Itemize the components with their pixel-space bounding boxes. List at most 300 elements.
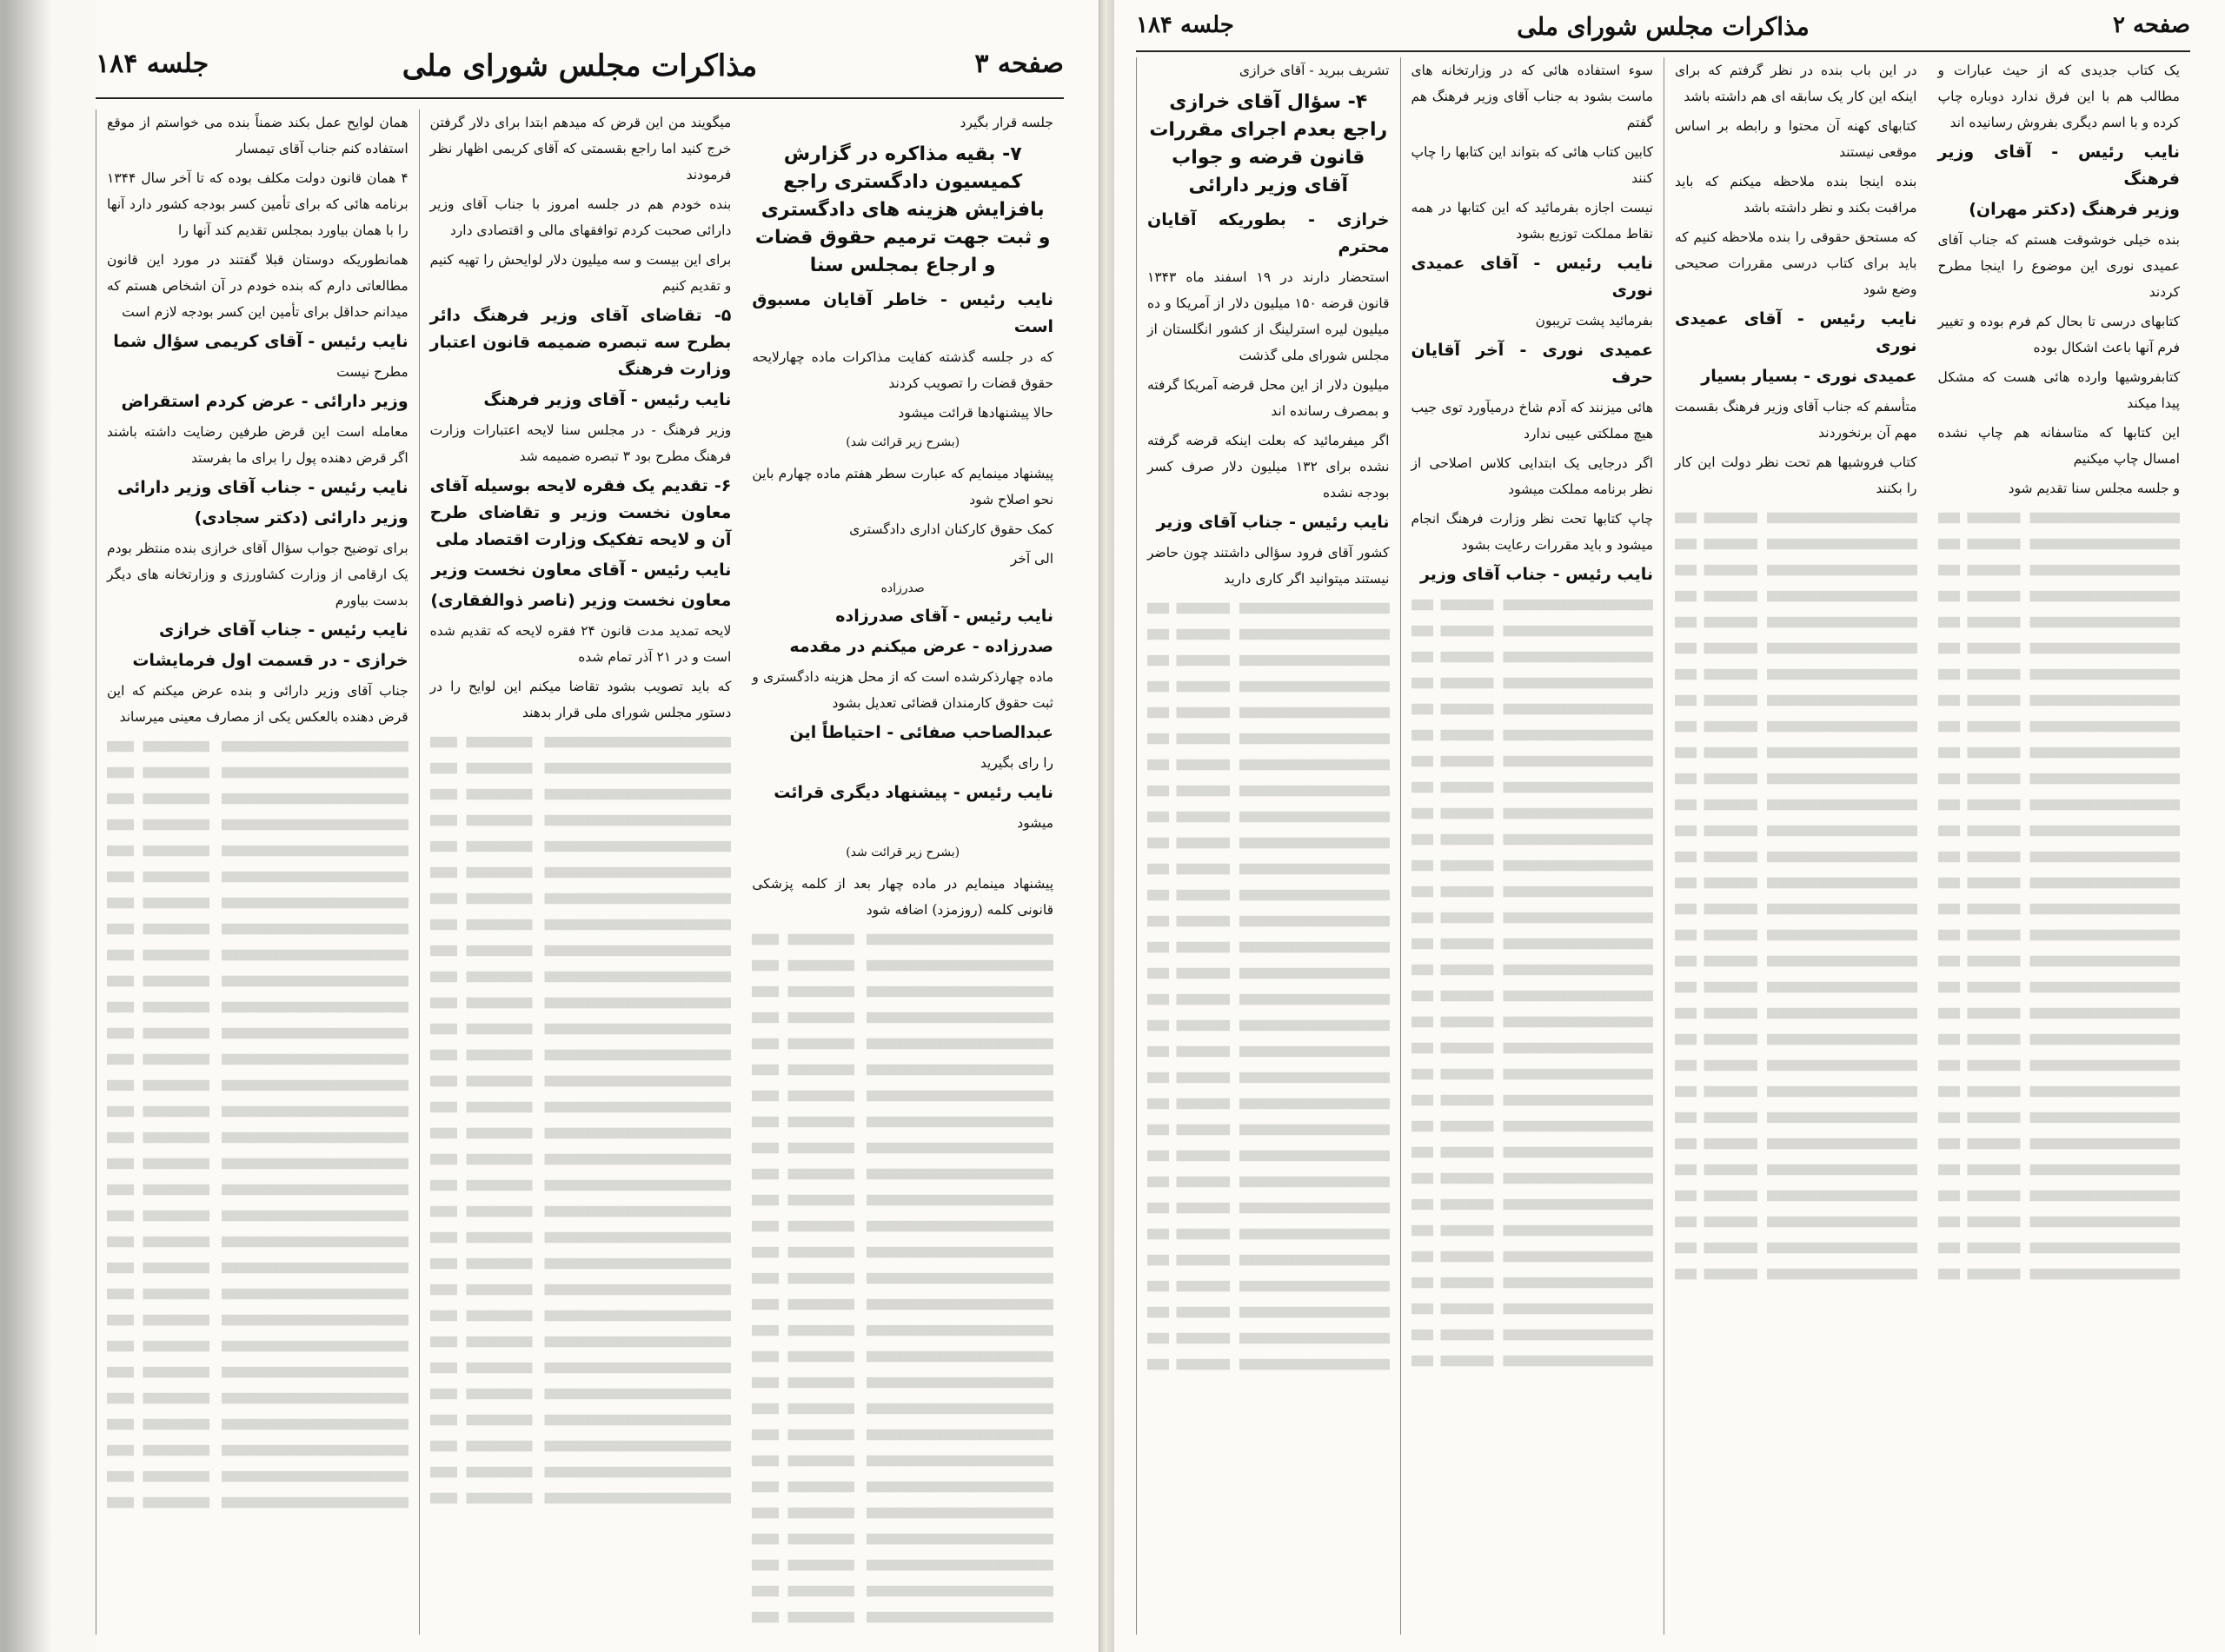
page-number: صفحه ۳ [974,49,1064,79]
scanned-text-line [1147,1281,1390,1292]
scanned-text-line [107,1002,408,1013]
body-paragraph: جلسه قرار بگیرد [960,115,1054,130]
scanned-text-line [430,893,732,905]
scanned-text-line [1675,721,1917,733]
speaker-line: عمیدی نوری - بسیار بسیار [1701,367,1917,386]
scanned-text-line [430,1441,732,1452]
scanned-text-line [752,986,1053,998]
scanned-text-line [1675,695,1917,707]
speaker-paragraph [430,302,732,383]
scanned-text-line [430,945,732,957]
speaker-paragraph [752,603,1053,630]
scanned-text-line [1147,1203,1390,1214]
scanned-text-line [1411,834,1654,846]
scanned-text-line [107,924,408,935]
scanned-text-line [1411,1095,1654,1106]
scanned-text-line [430,1206,732,1217]
speaker-paragraph [107,617,408,644]
speaker-line: نایب رئیس - جناب آقای وزیر [1156,513,1390,532]
signature-line: صدرزاده [880,581,925,595]
publication-title: مذاکرات مجلس شورای ملی [402,49,758,83]
scanned-text-line [107,950,408,961]
scanned-text-line [430,1337,732,1348]
speaker-line: ۶- تقدیم یک فقره لایحه بوسیله آقای معاون نخست وزیر و تقاضای طرح آن و لایحه تفکیک وزارت اقتصاد ملی [429,476,732,549]
scanned-text-line [430,1284,732,1296]
scanned-text-line [1675,617,1917,628]
scanned-text-line [1411,730,1654,741]
scanned-text-line [107,1497,408,1509]
scanned-text-line [1938,878,2181,889]
speaker-line: خرازی - در قسمت اول فرمایشات [132,651,408,670]
speaker-line: نایب رئیس - آقای وزیر فرهنگ [483,390,732,409]
text-column [1928,57,2191,1635]
scanned-text-line [107,1445,408,1456]
body-paragraph: این کتابها که متاسفانه هم چاپ نشده امسال چاپ میکنیم [1937,425,2180,467]
scanned-text-line [107,767,408,779]
scanned-text-line [1675,1269,1917,1280]
scanned-text-line [1938,617,2181,628]
scanned-text-line [1411,1225,1654,1237]
text-column [1136,57,1400,1635]
text-column [419,109,742,1635]
scanned-text-line [1147,916,1390,927]
scanned-text-line [1411,1356,1654,1367]
speaker-paragraph [107,647,408,674]
book-gutter [1099,0,1114,1652]
scanned-text-line [752,1508,1053,1519]
scanned-text-line [1938,1191,2181,1202]
scanned-text-line [430,1258,732,1270]
body-paragraph: بنده خیلی خوشوقت هستم که جناب آقای عمیدی نوری این موضوع را اینجا مطرح کردند [1937,232,2180,300]
scanned-text-line [1411,678,1654,689]
scanned-text-line [430,998,732,1009]
speaker-paragraph [107,474,408,501]
speaker-line: وزیر فرهنگ (دکتر مهران) [1969,200,2180,219]
scanned-text-line [1675,643,1917,654]
scanned-text-line [1675,1138,1917,1150]
scanned-text-line [1938,852,2181,863]
scanned-text-line [1147,890,1390,901]
body-paragraph: الی آخر [1010,551,1054,567]
body-paragraph: کتابهای درسی تا بحال کم فرم بوده و تغییر فرم آنها باعث اشکال بوده [1937,314,2180,355]
body-paragraph: در این باب بنده در نظر گرفتم که برای اینکه این کار یک سابقه ای هم داشته باشد [1675,63,1917,104]
scanned-text-line [1938,591,2181,602]
scanned-text-line [1675,1164,1917,1176]
text-column [1400,57,1664,1635]
scanned-text-line [1938,1243,2181,1254]
scanned-text-line [107,1028,408,1039]
speaker-paragraph [1938,139,2181,193]
speaker-line: نایب رئیس - جناب آقای وزیر دارائی [116,478,408,497]
scanned-text-line [1938,539,2181,550]
body-paragraph: کتاب فروشیها هم تحت نظر دولت این کار را بکنند [1675,454,1917,496]
page-number: صفحه ۲ [2113,12,2190,38]
scanned-text-line [1147,1333,1390,1344]
scanned-text-line [1675,773,1917,785]
scanned-text-line [107,1158,408,1170]
scanned-text-line [1411,1199,1654,1211]
scanned-text-line [752,1456,1053,1467]
scanned-text-line [1147,1072,1390,1084]
scanned-text-line [1147,655,1390,667]
scanned-text-line [107,1263,408,1274]
scanned-text-line [1675,1060,1917,1071]
scanned-text-line [752,1091,1053,1102]
body-paragraph: وزیر فرهنگ - در مجلس سنا لایحه اعتبارات وزارت فرهنگ مطرح بود ۳ تبصره ضمیمه شد [429,422,732,464]
scanned-text-line [430,1363,732,1374]
scanned-text-line [1675,591,1917,602]
scanned-text-line [1147,1020,1390,1032]
scanned-text-line [1147,838,1390,849]
scanned-text-line [1147,994,1390,1005]
body-paragraph: میلیون دلار از این محل قرضه آمریکا گرفته و بمصرف رسانده اند [1147,377,1390,419]
scanned-text-line [1411,912,1654,924]
scanned-text-line [1411,808,1654,819]
body-paragraph: میگویند من این قرض که میدهم ابتدا برای دلار گرفتن خرج کنید اما راجع بقسمتی که آقای کریمی اظهار نظر فرمودند [429,115,732,182]
scanned-text-line [1938,695,2181,707]
speaker-line: نایب رئیس - جناب آقای خرازی [158,620,408,640]
scanned-text-line [1411,600,1654,611]
scanned-text-line [1675,852,1917,863]
speaker-paragraph [1411,337,1654,391]
scanned-text-line [1411,1017,1654,1028]
scanned-text-line [430,1102,732,1113]
body-paragraph: جناب آقای وزیر دارائی و بنده عرض میکنم که این قرض دهنده بالعکس یکی از مصارف معینی میرساند [107,683,408,725]
scanned-text-line [752,934,1053,945]
scanned-text-line [1411,1277,1654,1289]
scanned-text-line [1938,747,2181,759]
scanned-text-line [1938,1164,2181,1176]
speaker-paragraph [107,328,408,355]
scanned-text-line [430,1024,732,1035]
speaker-line: ۵- تقاضای آقای وزیر فرهنگ دائر بطرح سه تبصره ضمیمه قانون اعتبار وزارت فرهنگ [429,306,732,379]
text-column [96,109,419,1635]
scanned-text-line [1411,1069,1654,1080]
body-paragraph: ۴ همان قانون دولت مکلف بوده که تا آخر سال ۱۳۴۴ برنامه هائی که برای تأمین کسر بودجه کشور دارد آنها را با همان بیاورد بمجلس تقدیم کند آنها را [107,170,408,238]
speaker-line: نایب رئیس - آقای معاون نخست وزیر [431,561,732,580]
scanned-text-line [752,1377,1053,1389]
scanned-text-line [107,1237,408,1248]
scanned-text-line [1938,1086,2181,1098]
scanned-text-line [1147,786,1390,797]
session-number: جلسه ۱۸۴ [96,49,209,79]
scanned-text-line [1675,565,1917,576]
scanned-text-line [107,793,408,805]
speaker-paragraph [1147,509,1390,536]
scanned-text-line [430,867,732,879]
body-paragraph: که مستحق حقوقی را بنده ملاحظه کنیم که باید برای کتاب درسی مقررات صحیحی وضع شود [1675,229,1917,297]
scanned-text-line [1147,707,1390,719]
scanned-text-line [430,815,732,826]
speaker-line: نایب رئیس - پیشنهاد دیگری قرائت [774,783,1054,802]
scanned-text-line [1938,565,2181,576]
scanned-text-line [1411,939,1654,950]
body-paragraph: کمک حقوق کارکنان اداری دادگستری [849,521,1054,537]
body-paragraph: یک کتاب جدیدی که از حیث عبارات و مطالب هم با این فرق ندارد دوباره چاپ کرده و با اسم دیگری بفروش رسانیده اند [1937,63,2180,130]
scanned-text-line [1938,721,2181,733]
session-number: جلسه ۱۸۴ [1136,12,1234,38]
scanned-text-line [752,1247,1053,1258]
speaker-paragraph [1675,306,1917,360]
scanned-text-line [1147,1229,1390,1240]
scanned-text-line [1411,1173,1654,1184]
scanned-text-line [1675,878,1917,889]
scanned-text-line [107,1471,408,1483]
scanned-text-line [1938,643,2181,654]
scanned-text-line [752,1586,1053,1597]
speaker-line: وزیر دارائی (دکتر سجادی) [194,508,408,527]
body-paragraph: بنده خودم هم در جلسه امروز با جناب آقای وزیر دارائی صحبت کردم توافقهای مالی و اقتصادی دارد [429,196,732,238]
scanned-text-line [107,846,408,857]
scanned-text-line [107,1367,408,1378]
scanned-text-line [1411,1330,1654,1341]
scanned-text-line [752,1612,1053,1623]
scanned-text-line [1938,1217,2181,1228]
speaker-paragraph [1938,196,2181,223]
scanned-text-line [1411,756,1654,767]
speaker-line: نایب رئیس - آقای صدرزاده [835,607,1054,626]
body-paragraph: حالا پیشنهادها قرائت میشود [898,405,1054,421]
speaker-paragraph [752,287,1053,341]
speaker-paragraph [430,473,732,554]
speaker-paragraph [430,587,732,614]
text-column [741,109,1064,1635]
body-paragraph: برای توضیح جواب سؤال آقای خرازی بنده منتظر بودم یک ارقامی از وزارت کشاورزی و وزارتخانه های دیگر بدست بیاورم [107,541,408,608]
speaker-line: نایب رئیس - آقای عمیدی نوری [1411,254,1653,300]
speaker-line: نایب رئیس - آقای عمیدی نوری [1675,309,1917,355]
scanned-text-line [1675,904,1917,915]
text-column [1664,57,1928,1635]
scanned-text-line [107,1341,408,1352]
scanned-text-line [1938,799,2181,811]
scanned-text-line [1675,1191,1917,1202]
scanned-text-line [1938,773,2181,785]
scanned-text-line [752,960,1053,972]
scanned-text-line [1938,1034,2181,1045]
scanned-text-line [1147,1307,1390,1318]
speaker-paragraph [1147,207,1390,261]
page-header-right [1136,12,2190,52]
scanned-text-line [430,1232,732,1244]
scanned-text-line [1411,1121,1654,1132]
scanned-text-line [1675,1086,1917,1098]
scanned-text-line [1675,539,1917,550]
body-paragraph: لایحه تمدید مدت قانون ۲۴ فقره لایحه که تقدیم شده است و در ۲۱ آذر تمام شده [429,623,732,665]
scanned-text-line [1675,669,1917,680]
speaker-line: صدرزاده - عرض میکنم در مقدمه [789,637,1054,656]
body-paragraph: و جلسه مجلس سنا تقدیم شود [2008,481,2180,496]
scanned-text-line [430,1076,732,1087]
text-columns-right [1136,57,2190,1635]
scanned-text-line [1675,1034,1917,1045]
scanned-text-line [752,1482,1053,1493]
scanned-text-line [1147,942,1390,953]
scanned-text-line [107,976,408,987]
scanned-text-line [1147,1177,1390,1188]
scanned-text-line [1411,782,1654,793]
body-paragraph: کشور آقای فرود سؤالی داشتند چون حاضر نیستند میتوانید اگر کاری دارید [1147,545,1390,587]
scan-edge-shadow [0,0,96,1652]
scanned-text-line [430,1493,732,1504]
scanned-text-line [1411,704,1654,715]
scanned-text-line [430,1467,732,1478]
scanned-text-line [107,1315,408,1326]
speaker-paragraph [752,720,1053,746]
scanned-text-line [1675,513,1917,524]
scanned-text-line [430,789,732,800]
body-paragraph: کتابفروشیها وارده هائی هست که مشکل پیدا میکند [1937,369,2180,411]
scanned-text-line [1411,1147,1654,1158]
scanned-text-line [1938,930,2181,941]
scanned-text-line [430,1128,732,1139]
scanned-text-line [1147,1151,1390,1162]
speaker-paragraph [752,780,1053,806]
scanned-text-line [1147,864,1390,875]
body-paragraph: که در جلسه گذشته کفایت مذاکرات ماده چهارلایحه حقوق قضات را تصویب کردند [752,349,1054,391]
reading-note: (بشرح زیر قرائت شد) [846,846,960,859]
scanned-text-line [752,1403,1053,1415]
scanned-text-line [752,1117,1053,1128]
body-paragraph: چاپ کتابها تحت نظر وزارت فرهنگ انجام میشود و باید مقررات رعایت بشود [1411,511,1653,553]
scanned-text-line [107,741,408,753]
scanned-text-line [1938,1112,2181,1124]
scanned-text-line [1938,956,2181,967]
scanned-text-line [1675,1243,1917,1254]
scanned-text-line [1147,681,1390,693]
body-paragraph: بفرمائید پشت تریبون [1535,313,1653,328]
scanned-text-line [1675,1112,1917,1124]
scanned-text-line [1938,513,2181,524]
scanned-text-line [1147,760,1390,771]
scanned-text-line [107,1132,408,1144]
body-paragraph: پیشنهاد مینمایم که عبارت سطر هفتم ماده چهارم باین نحو اصلاح شود [752,466,1054,508]
speaker-paragraph [107,388,408,415]
scanned-text-line [752,1299,1053,1310]
scanned-text-line [1411,1251,1654,1263]
body-paragraph: اگر درجایی یک ابتدایی کلاس اصلاحی از نظر برنامه مملکت میشود [1411,455,1653,497]
speaker-paragraph [107,505,408,532]
speaker-line: عبدالصاحب صفائی - احتیاطاً این [789,723,1054,742]
reading-note: (بشرح زیر قرائت شد) [846,435,960,449]
body-paragraph: بنده اینجا بنده ملاحظه میکنم که باید مراقبت بکند و نظر داشته باشد [1675,174,1917,216]
scanned-text-line [1675,1008,1917,1019]
speaker-line: نایب رئیس - خاطر آقایان مسبوق است [752,290,1054,336]
scanned-text-line [430,1415,732,1426]
left-page [0,0,1099,1652]
scanned-text-line [752,1430,1053,1441]
scanned-text-line [752,1221,1053,1232]
scanned-text-line [752,1560,1053,1571]
body-paragraph: متأسفم که جناب آقای وزیر فرهنگ بقسمت مهم آن برنخوردند [1675,399,1917,441]
scanned-text-line [107,898,408,909]
scanned-text-line [1938,826,2181,837]
speaker-paragraph [1411,561,1654,588]
scanned-text-line [752,1065,1053,1076]
scanned-text-line [1675,1217,1917,1228]
speaker-paragraph [430,387,732,414]
body-paragraph: همان لوایح عمل بکند ضمناً بنده می خواستم از موقع استفاده کنم جناب آقای تیمسار [107,115,408,156]
scanned-text-line [107,872,408,883]
scanned-text-line [1411,860,1654,872]
scanned-text-line [430,1389,732,1400]
scanned-text-line [1938,1060,2181,1071]
scanned-text-line [1938,904,2181,915]
body-paragraph: مطرح نیست [336,364,408,380]
scanned-text-line [107,1211,408,1222]
scanned-text-line [752,1351,1053,1363]
scanned-text-line [752,1143,1053,1154]
scanned-text-line [1675,826,1917,837]
body-paragraph: معامله است این قرض طرفین رضایت داشته باشند اگر قرض دهنده پول را برای ما بفرستد [107,424,408,466]
scanned-text-line [430,972,732,983]
body-paragraph: همانطوریکه دوستان قبلا گفتند در مورد این قانون مطالعاتی دارم که بنده خودم در آن اشخاص هستم که میدانم حداقل برای تأمین این کسر بودجه لازم است [107,252,408,320]
scanned-text-line [107,1289,408,1300]
body-paragraph: نیست اجازه بفرمائید که این کتابها در همه نقاط مملکت توزیع بشود [1411,200,1653,242]
scanned-text-line [430,919,732,931]
agenda-item-heading: ۴- سؤال آقای خرازی راجع بعدم اجرای مقررات قانون قرضه و جواب آقای وزیر دارائی [1149,91,1388,196]
scanned-text-line [1675,982,1917,993]
speaker-line: نایب رئیس - آقای کریمی سؤال شما [113,332,408,351]
scanned-text-line [1147,812,1390,823]
speaker-paragraph [430,557,732,584]
agenda-item-heading: ۷- بقیه مذاکره در گزارش کمیسیون دادگستری راجع بافزایش هزینه های دادگستری و ثبت جهت ترمیم حقوق قضات و ارجاع بمجلس سنا [754,143,1051,276]
body-paragraph: سوء استفاده هائی که در وزارتخانه های ماست بشود به جناب آقای وزیر فرهنگ هم گفتم [1411,63,1653,130]
speaker-paragraph [1411,250,1654,304]
scanned-text-line [1147,1046,1390,1058]
speaker-line: خرازی - بطوریکه آقایان محترم [1147,210,1390,256]
scanned-text-line [1938,669,2181,680]
body-paragraph: برای این بیست و سه میلیون دلار لوایحش را تهیه کنیم و تقدیم کنیم [429,252,732,294]
body-paragraph: اگر میفرمائید که بعلت اینکه قرضه گرفته نشده برای ۱۳۲ میلیون دلار صرف کسر بودجه نشده [1147,433,1390,501]
speaker-line: معاون نخست وزیر (ناصر ذوالفقاری) [430,591,732,610]
scanned-text-line [1411,1043,1654,1054]
scanned-text-line [430,1310,732,1322]
scanned-text-line [1938,1008,2181,1019]
scanned-text-line [1411,1304,1654,1315]
scanned-text-line [1147,1359,1390,1370]
scanned-text-line [752,1273,1053,1284]
scanned-text-line [752,1534,1053,1545]
speaker-paragraph [752,634,1053,660]
text-columns-left [96,109,1064,1635]
scanned-text-line [107,1106,408,1118]
scanned-text-line [1147,1255,1390,1266]
scanned-text-line [1675,956,1917,967]
body-paragraph: پیشنهاد مینمایم در ماده چهار بعد از کلمه پزشکی قانونی کلمه (روزمزد) اضافه شود [752,876,1054,918]
body-paragraph: هائی میزنند که آدم شاخ درمیآورد توی جیب هیچ مملکتی عیبی ندارد [1411,400,1653,441]
scanned-text-line [1411,652,1654,663]
speaker-line: وزیر دارائی - عرض کردم استقراض [121,392,408,411]
speaker-paragraph [1675,363,1917,390]
body-paragraph: میشود [1017,815,1054,831]
page-header-left [96,49,1064,99]
scanned-text-line [1147,733,1390,745]
scanned-text-line [107,1184,408,1196]
scanned-text-line [1675,799,1917,811]
body-paragraph: استحضار دارند در ۱۹ اسفند ماه ۱۳۴۳ قانون قرضه ۱۵۰ میلیون دلار از آمریکا و ده میلیون لیره استرلینگ از کشور انگلستان از مجلس شورای ملی گذشت [1147,269,1390,363]
scanned-text-line [430,1050,732,1061]
scanned-text-line [107,819,408,831]
scanned-text-line [430,1154,732,1165]
scanned-text-line [1675,747,1917,759]
scanned-text-line [1938,1138,2181,1150]
scanned-text-line [107,1080,408,1091]
scanned-text-line [1147,968,1390,979]
scanned-text-line [1411,626,1654,637]
scanned-text-line [1411,886,1654,898]
scanned-text-line [1147,629,1390,640]
speaker-line: نایب رئیس - آقای وزیر فرهنگ [1937,143,2180,189]
